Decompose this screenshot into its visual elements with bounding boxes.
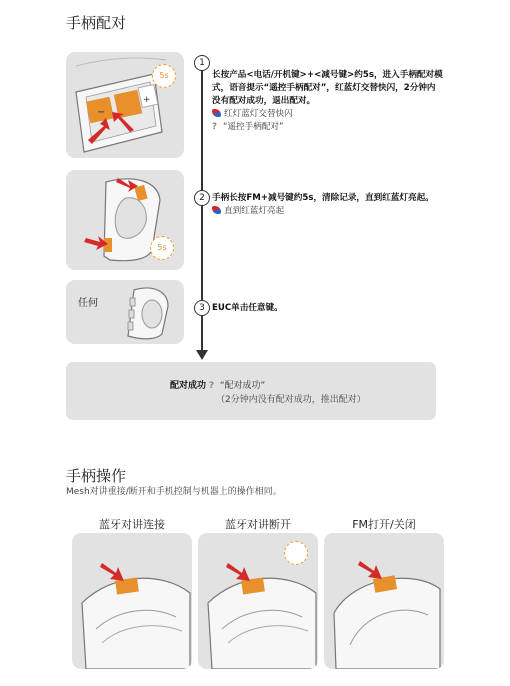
step3-image [66, 280, 184, 344]
any-key-label: 任何 [78, 298, 98, 309]
step2-light-note: 直到红蓝灯亮起 [212, 205, 474, 218]
step3-text [212, 302, 412, 315]
voice-icon: ? [212, 122, 217, 132]
step2-instruction: 手柄长按FM+减号键约5s，清除记录，直到红蓝灯亮起。 [212, 193, 434, 203]
step1-image [66, 52, 184, 158]
section-title-operation: 手柄操作 [66, 467, 127, 485]
success-line [170, 378, 265, 391]
step1-instruction: 长按产品<电话/开机键>+<减号键>约5s，进入手柄配对模式，语音提示“遥控手柄配对”，红蓝灯交替快闪，2分钟内没有配对成功，退出配对。 [212, 70, 443, 106]
step-number-3: 3 [194, 300, 210, 316]
light-icon [212, 109, 221, 117]
card-title-bt-connect: 蓝牙对讲连接 [99, 518, 165, 531]
step1-voice-note: ? “遥控手柄配对” [212, 122, 284, 132]
svg-text:+: + [143, 95, 151, 105]
step2-image [66, 170, 184, 270]
step1-light-note: 红灯蓝灯交替快闪 [212, 108, 444, 121]
success-label: 配对成功 [170, 381, 207, 391]
timer-icon [284, 541, 308, 565]
timer-label: 5s [159, 71, 169, 80]
step2-text [212, 192, 474, 218]
success-voice: “配对成功” [219, 381, 266, 391]
success-note: （2分钟内没有配对成功，推出配对） [216, 395, 366, 405]
section-subtitle-operation: Mesh对讲重接/断开和手机控制与机器上的操作相同。 [66, 487, 282, 497]
card-bt-connect [72, 533, 192, 669]
section-title-pairing: 手柄配对 [66, 14, 127, 32]
timer-icon [152, 64, 176, 88]
step-number-2: 2 [194, 190, 210, 206]
timeline-arrow-icon [196, 350, 208, 360]
card-bt-disconnect [198, 533, 318, 669]
card-title-bt-disconnect: 蓝牙对讲断开 [225, 518, 291, 531]
timer-label: 5s [157, 243, 167, 252]
step1-text [212, 69, 444, 134]
card-title-fm-toggle: FM打开/关闭 [352, 518, 416, 531]
pairing-success-box [66, 362, 436, 420]
voice-icon: ? [208, 381, 215, 391]
light-icon [212, 206, 221, 214]
step-number-1: 1 [194, 55, 210, 71]
step3-instruction: EUC单击任意键。 [212, 303, 283, 313]
svg-text:−: − [97, 107, 106, 118]
card-fm-toggle [324, 533, 444, 669]
timer-icon [150, 236, 174, 260]
